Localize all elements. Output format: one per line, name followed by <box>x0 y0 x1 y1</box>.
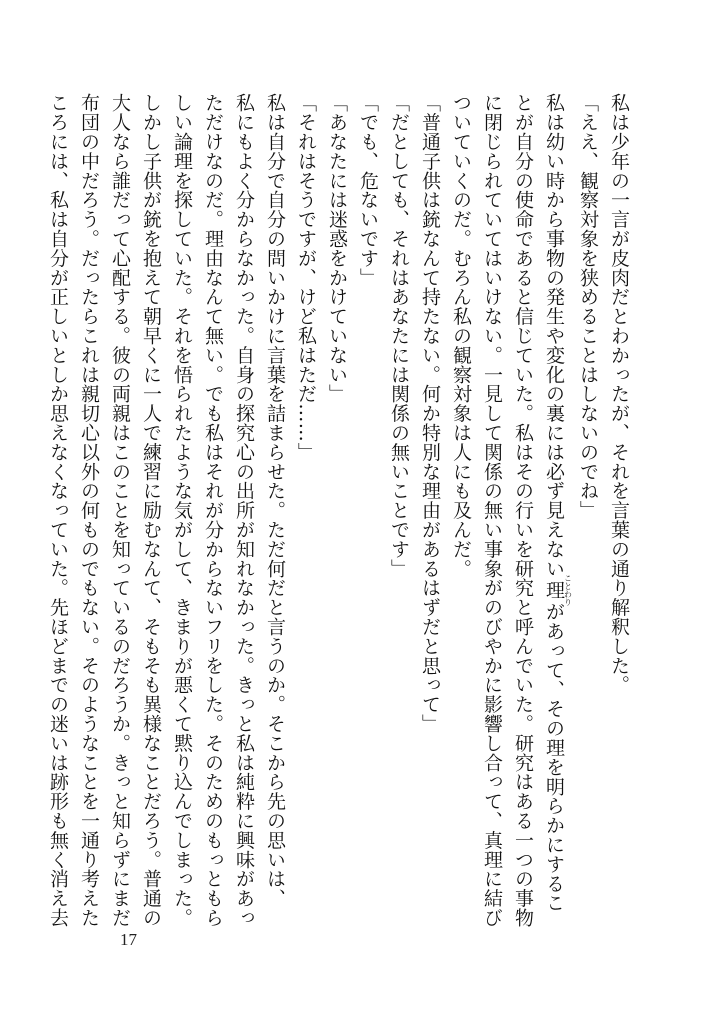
ruby-kotowari <box>543 574 573 606</box>
text-line-16: しかし子供が銃を抱えて朝早くに一人で練習に励むなんて、そもそも異様なことだろう。普通の <box>140 93 162 928</box>
ruby-reading: ことわり <box>563 574 573 606</box>
text-line-2: 「ええ、観察対象を狭めることはしないのでね」 <box>577 93 599 520</box>
text-line-1: 私は少年の一言が皮肉だとわかったが、それを言葉の通り解釈した。 <box>608 93 630 695</box>
vertical-text-body <box>42 93 634 928</box>
page-number: 17 <box>120 930 137 949</box>
text-line-6: ついていくのだ。むろん私の観察対象は人にも及んだ。 <box>450 93 472 578</box>
text-line-18: 布団の中だろう。だったらこれは親切心以外の何ものでもない。そのようなことを一通り考えた <box>78 93 100 928</box>
text-line-11: 「それはそうですが、けど私はただ……」 <box>295 93 317 462</box>
text-line-19: ころには、私は自分が正しいとしか思えなくなっていた。先ほどまでの迷いは跡形も無く消え去 <box>47 93 69 928</box>
text-line-14: ただけなのだ。理由なんて無い。でも私はそれが分からないフリをした。そのためのもっともら <box>202 93 224 928</box>
ruby-base: 理 <box>543 574 565 606</box>
text-line-4: とが自分の使命であると信じていた。私はその行いを研究と呼んでいた。研究はある一つの事物 <box>512 93 534 928</box>
text-line-7: 「普通子供は銃なんて持たない。何か特別な理由があるはずだと思って」 <box>419 93 441 734</box>
text-line-17: 大人なら誰だって心配する。彼の両親はこのことを知っているのだろうか。きっと知らずにまだ <box>109 93 131 928</box>
text-line-8: 「だとしても、それはあなたには関係の無いことです」 <box>388 93 410 578</box>
text-line-5: に閉じられていてはいけない。一見して関係の無い事象がのびやかに影響し合って、真理に結び <box>481 93 503 928</box>
text-line-13: 私にもよく分からなかった。自身の探究心の出所が知れなかった。きっと私は純粋に興味があっ <box>233 93 255 928</box>
text-line-3-part-1: 私は幼い時から事物の発生や変化の裏には必ず見えない <box>543 93 565 578</box>
text-line-3-part-2: があって、その理を明らかにするこ <box>543 602 565 913</box>
text-line-15: しい論理を探していた。それを悟られたような気がして、きまりが悪くて黙り込んでしまった。 <box>171 93 193 928</box>
text-line-3 <box>538 93 572 923</box>
text-line-12: 私は自分で自分の問いかけに言葉を詰まらせた。ただ何だと言うのか。そこから先の思いは、 <box>264 93 286 908</box>
text-line-9: 「でも、危ないです」 <box>357 93 379 287</box>
text-line-10: 「あなたには迷惑をかけていない」 <box>326 93 348 404</box>
